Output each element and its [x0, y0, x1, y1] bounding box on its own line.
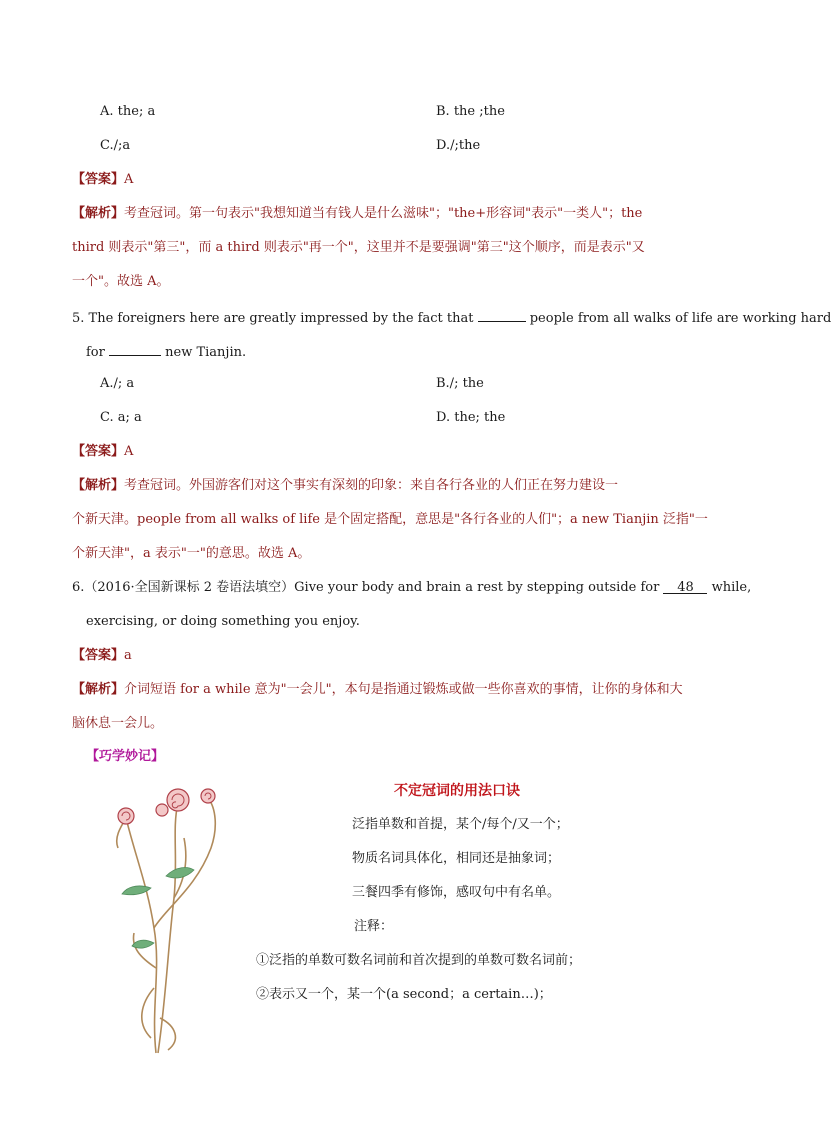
q5-blank-2 [109, 341, 161, 356]
flower-illustration [96, 768, 246, 1058]
q5-blank-1 [478, 307, 526, 322]
q4-option-d: D./;the [436, 138, 481, 153]
q4-answer [72, 171, 133, 189]
q5-analysis-line-1: 【解析】考查冠词。外国游客们对这个事实有深刻的印象：来自各行各业的人们正在努力建设一 [72, 478, 619, 493]
q4-analysis-line-1: 【解析】考查冠词。第一句表示"我想知道当有钱人是什么滋味"；"the+形容词"表示"一类人"；the [72, 206, 643, 221]
q4-option-c: C./;a [100, 138, 131, 153]
tips-verse-2: 物质名词具体化，相同还是抽象词； [352, 851, 561, 866]
q5-stem-line-2: for new Tianjin. [86, 341, 246, 362]
q5-answer: 【答案】A [72, 444, 134, 459]
q4-analysis-line-2: third 则表示"第三"，而 a third 则表示"再一个"，这里并不是要强调"第三"这个顺序，而是表示"又 [72, 240, 645, 255]
q6-analysis-line-1: 【解析】介词短语 for a while 意为"一会儿"，本句是指通过锻炼或做一些你喜欢的事情，让你的身体和大 [72, 682, 683, 697]
q4-option-a: A. the; a [100, 104, 156, 119]
q5-analysis-line-3: 个新天津"，a 表示"一"的意思。故选 A。 [72, 546, 311, 561]
q6-blank: 48 [663, 579, 707, 594]
q4-option-b: B. the ;the [436, 104, 505, 119]
answer-value: A [124, 172, 134, 187]
tips-verse-3: 三餐四季有修饰，感叹句中有名单。 [352, 885, 561, 900]
tips-tag: 【巧学妙记】 [86, 749, 165, 764]
q5-option-d: D. the; the [436, 410, 506, 425]
q6-analysis-line-2: 脑休息一会儿。 [72, 716, 164, 731]
tips-verse-1: 泛指单数和首提，某个/每个/又一个； [352, 817, 569, 832]
tips-note-label: 注释： [354, 919, 394, 934]
q6-stem-line-2: exercising, or doing something you enjoy. [86, 614, 360, 629]
q6-answer: 【答案】a [72, 648, 132, 663]
analysis-tag: 【解析】 [72, 206, 125, 221]
answer-tag: 【答案】 [72, 172, 125, 187]
q5-analysis-line-2: 个新天津。people from all walks of life 是个固定搭配，意思是"各行各业的人们"；a new Tianjin 泛指"一 [72, 512, 708, 527]
q4-analysis-line-3: 一个"。故选 A。 [72, 274, 170, 289]
q6-stem-line-1: 6.（2016·全国新课标 2 卷语法填空）Give your body and brain a rest by stepping outside for 48 while, [72, 580, 752, 595]
tips-title: 不定冠词的用法口诀 [394, 783, 520, 799]
tips-note-2: ②表示又一个，某一个(a second；a certain…)； [256, 987, 552, 1002]
q5-option-c: C. a; a [100, 410, 142, 425]
q5-option-b: B./; the [436, 376, 484, 391]
q5-stem-line-1: 5. The foreigners here are greatly impressed by the fact that people from all walks of life are working hard [72, 307, 831, 328]
q5-option-a: A./; a [100, 376, 135, 391]
tips-note-1: ①泛指的单数可数名词前和首次提到的单数可数名词前； [256, 953, 582, 968]
